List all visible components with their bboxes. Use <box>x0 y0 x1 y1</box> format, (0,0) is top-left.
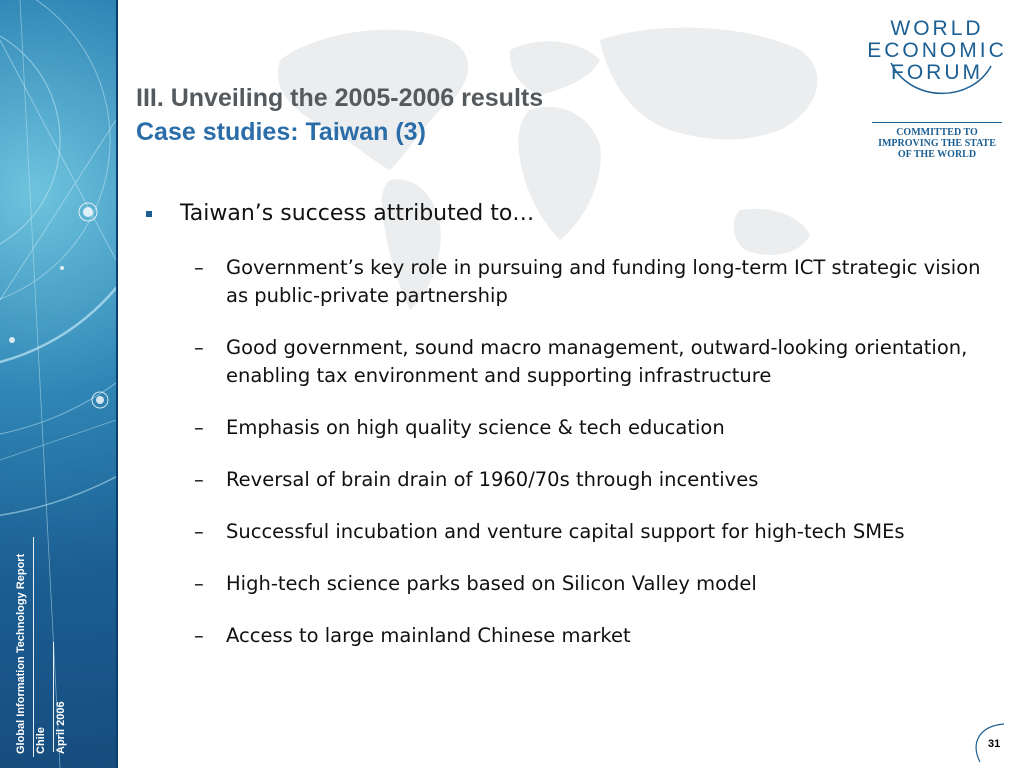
sub-bullet-text: High-tech science parks based on Silicon Valley model <box>226 572 757 595</box>
sub-bullet-item <box>146 254 1006 310</box>
sub-bullet-text: Government’s key role in pursuing and funding long-term ICT strategic vision as public-private partnership <box>226 256 981 307</box>
dash-bullet-icon: – <box>194 256 204 279</box>
page-number: 31 <box>988 738 1001 750</box>
bullet-list <box>146 200 1006 674</box>
sub-bullet-text: Access to large mainland Chinese market <box>226 624 631 647</box>
sub-bullet-text: Good government, sound macro management, outward-looking orientation, enabling tax environment and supporting infrastructure <box>226 336 968 387</box>
dash-bullet-icon: – <box>194 336 204 359</box>
dash-bullet-icon: – <box>194 468 204 491</box>
dash-bullet-icon: – <box>194 520 204 543</box>
band-divider <box>116 0 118 768</box>
slide-subtitle: Case studies: Taiwan (3) <box>136 118 426 146</box>
sub-bullet-text: Successful incubation and venture capital support for high-tech SMEs <box>226 520 905 543</box>
slide-title: III. Unveiling the 2005-2006 results <box>136 84 544 112</box>
decorative-side-band <box>0 0 116 768</box>
logo-tagline-1: COMMITTED TO <box>896 127 978 138</box>
sub-bullet-item <box>146 414 1006 442</box>
logo-tagline-3: OF THE WORLD <box>897 149 977 160</box>
logo-tagline-2: IMPROVING THE STATE <box>878 138 996 149</box>
bullet-text: Taiwan’s success attributed to… <box>180 201 535 226</box>
square-bullet-icon <box>146 211 152 217</box>
sub-bullet-item <box>146 570 1006 598</box>
sub-bullet-item <box>146 334 1006 390</box>
sub-bullet-item <box>146 466 1006 494</box>
sub-bullet-item <box>146 518 1006 546</box>
dash-bullet-icon: – <box>194 416 204 439</box>
logo-word-forum: FORUM <box>891 61 983 84</box>
sub-bullet-text: Emphasis on high quality science & tech education <box>226 416 725 439</box>
dash-bullet-icon: – <box>194 624 204 647</box>
logo-arc-icon <box>886 58 996 104</box>
country-label: Chile <box>35 727 47 754</box>
sub-bullet-text: Reversal of brain drain of 1960/70s through incentives <box>226 468 759 491</box>
sub-bullet-item <box>146 622 1006 650</box>
band-separator <box>53 642 54 752</box>
date-label: April 2006 <box>55 701 67 754</box>
dash-bullet-icon: – <box>194 572 204 595</box>
world-economic-forum-logo <box>858 18 1016 160</box>
logo-word-world: WORLD <box>890 17 984 40</box>
bullet-item <box>146 200 1006 228</box>
logo-word-economic: ECONOMIC <box>867 39 1007 62</box>
logo-rule <box>872 122 1002 123</box>
band-separator <box>33 537 34 757</box>
report-name-label: Global Information Technology Report <box>15 553 27 754</box>
